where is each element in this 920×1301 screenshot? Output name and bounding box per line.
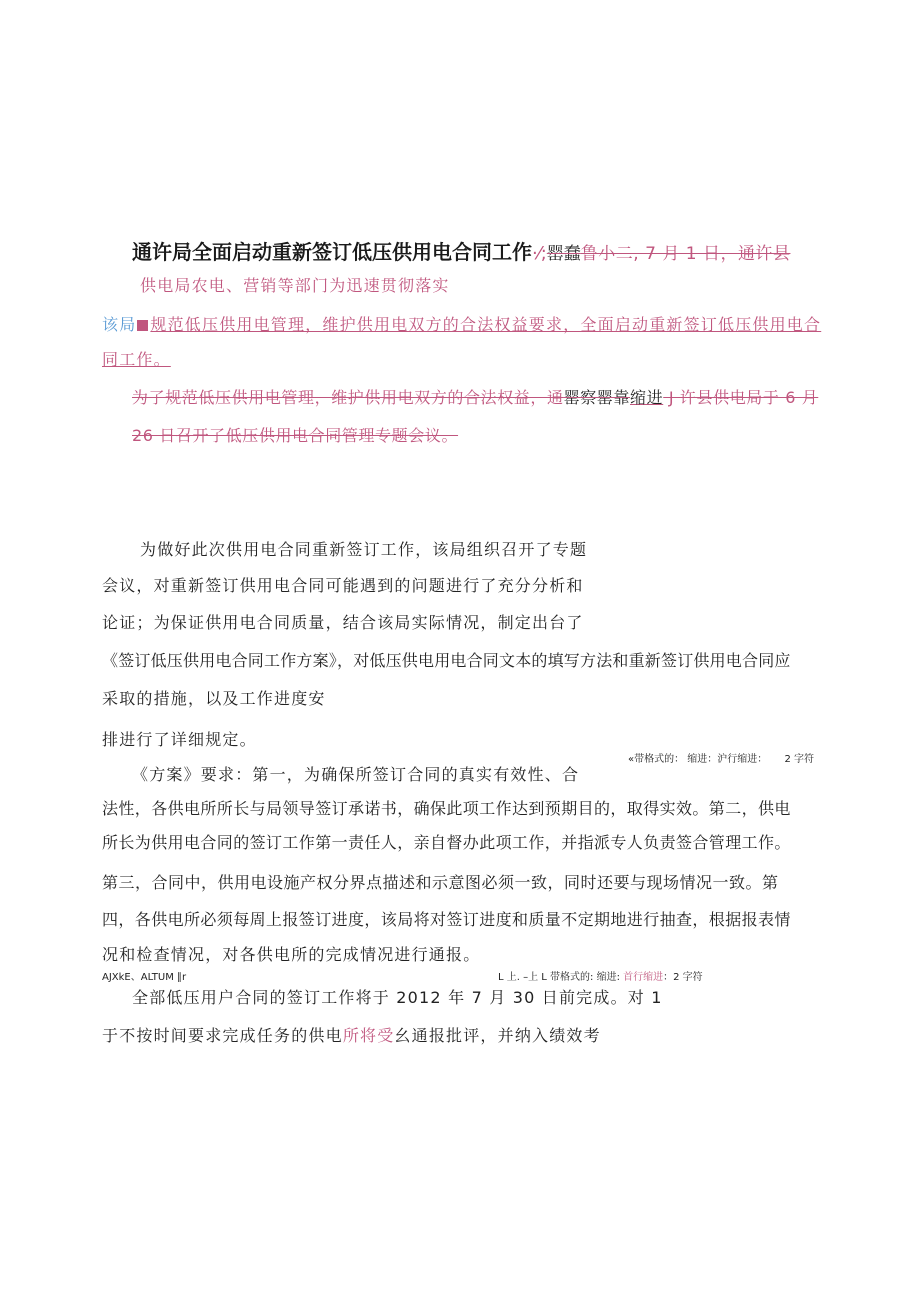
para3-line-2 xyxy=(102,1023,601,1046)
format-note-2-left: AJXkE、ALTUM ∥r xyxy=(102,972,187,983)
para2-line-6: 况和检查情况，对各供电所的完成情况进行通报。 xyxy=(102,945,481,964)
para2-line-5: 四，各供电所必须每周上报签订进度，该局将对签订进度和质量不定期地进行抽查，根据报表情 xyxy=(102,910,791,929)
para2-line-3: 所长为供用电合同的签订工作第一责任人，亲自督办此项工作，并指派专人负责签合管理工作。 xyxy=(102,833,791,852)
deleted-garble: 罂察罂靠 xyxy=(563,388,631,407)
para1-line-2: 会议，对重新签订供用电合同可能遇到的问题进行了充分分析和 xyxy=(102,576,584,595)
format-note-2-right xyxy=(498,968,703,983)
para2-line-1: 《方案》要求：第一，为确保所签订合同的真实有效性、合 xyxy=(132,765,580,784)
title-tail: 鲁小二, 7 月 1 日，通许县 xyxy=(580,244,791,264)
deleted-line-2: 26 日召开了低压供用电合同管理专题会议。 xyxy=(132,426,459,445)
bullet-square-icon xyxy=(137,320,148,331)
para2-line-4: 第三，合同中，供用电设施产权分界点描述和示意图必须一致，同时还要与现场情况一致。第 xyxy=(102,873,779,892)
format-note-2-c: ：2 字符 xyxy=(663,972,703,983)
title-line xyxy=(132,236,790,265)
deleted-line-1 xyxy=(132,385,818,408)
para3-text-b: 所将受 xyxy=(342,1026,395,1045)
para1-line-4: 《签订低压供用电合同工作方案》，对低压供电用电合同文本的填写方法和重新签订供用电合同应 xyxy=(102,651,791,670)
tracked-line-2: 供电局农电、营销等部门为迅速贯彻落实 xyxy=(140,276,450,295)
deleted-text-d: J 许县供电局于 6 月 xyxy=(663,388,819,407)
para1-line-3: 论证；为保证供用电合同质量，结合该局实际情况，制定出台了 xyxy=(102,613,584,632)
format-note-1 xyxy=(628,750,814,765)
deleted-indent-word: 缩进 xyxy=(630,388,664,407)
para3-text-c: 幺通报批评，并纳入绩效考 xyxy=(394,1026,601,1045)
format-note-1-text: «带格式的： 缩进：沪行缩进： xyxy=(628,754,768,765)
para2-line-2: 法性，各供电所所长与局领导签订承诺书，确保此项工作达到预期目的，取得实效。第二，供电 xyxy=(102,799,791,818)
para1-line-5: 采取的措施，以及工作进度安 xyxy=(102,689,326,708)
title-mark: ·⁄; xyxy=(532,243,547,264)
format-note-2-b: 首行缩进 xyxy=(623,972,664,983)
para1-line-1: 为做好此次供用电合同重新签订工作，该局组织召开了专题 xyxy=(140,540,588,559)
format-note-2-a: L 上. –上 L 带格式的: 缩进: xyxy=(498,972,624,983)
title-garble: 罂蠢 xyxy=(546,244,581,264)
tracked-insert-blue: 该局 xyxy=(102,315,137,334)
para1-line-6: 排进行了详细规定。 xyxy=(102,730,257,749)
page-title: 通许局全面启动重新签订低压供用电合同工作 xyxy=(132,240,532,264)
tracked-insert-text: 规范低压供用电管理，维护供用电双方的合法权益要求，全面启动重新签订低压供用电合 xyxy=(150,315,822,334)
para3-text-a: 于不按时间要求完成任务的供电 xyxy=(102,1026,343,1045)
para3-line-1: 全部低压用户合同的签订工作将于 2012 年 7 月 30 日前完成。对 1 xyxy=(132,988,663,1007)
deleted-text-a: 为了规范低压供用电管理，维护供用电双方的合法权益，通 xyxy=(132,388,564,407)
tracked-line-3 xyxy=(102,312,821,335)
format-note-1-value: 2 字符 xyxy=(784,754,815,765)
tracked-line-4: 同工作。 xyxy=(102,350,171,369)
